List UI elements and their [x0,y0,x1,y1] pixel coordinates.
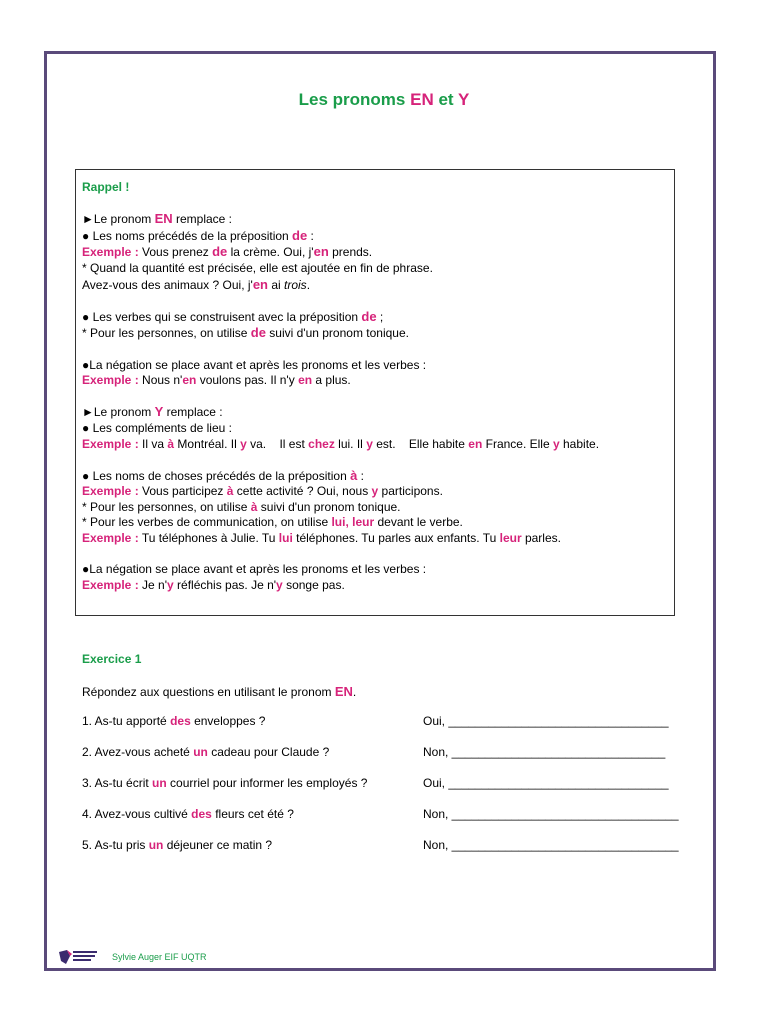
answer-blank[interactable]: Oui, _________________________________ [423,776,669,790]
en-noms: ● Les noms précédés de la préposition de : [82,227,314,243]
page-title: Les pronoms EN et Y [298,90,470,109]
question-row [82,838,722,869]
en-negation: ●La négation se place avant et après les pronoms et les verbes : [82,357,427,372]
y-lieu: ● Les compléments de lieu : [82,420,232,435]
question-text: 1. As-tu apporté des enveloppes ? [82,714,266,728]
y-example-4: Exemple : Je n'y réfléchis pas. Je n'y songe pas. [82,577,345,592]
answer-blank[interactable]: Oui, _________________________________ [423,714,669,728]
answer-blank[interactable]: Non, __________________________________ [423,838,679,852]
exercise-section [82,652,722,869]
y-communication: * Pour les verbes de communication, on utilise lui, leur devant le verbe. [82,515,463,530]
en-verbes: ● Les verbes qui se construisent avec la préposition de ; [82,308,384,324]
y-example-2: Exemple : Vous participez à cette activité ? Oui, nous y participons. [82,484,443,499]
answer-blank[interactable]: Non, ________________________________ [423,745,666,759]
question-text: 5. As-tu pris un déjeuner ce matin ? [82,838,273,852]
question-text: 3. As-tu écrit un courriel pour informer les employés ? [82,776,368,790]
y-personnes: * Pour les personnes, on utilise à suivi d'un pronom tonique. [82,499,401,514]
exercise-title: Exercice 1 [82,652,142,666]
exercise-instruction: Répondez aux questions en utilisant le pronom EN. [82,684,357,699]
footer-author: Sylvie Auger EIF UQTR [112,952,207,962]
en-example-2: Exemple : Nous n'en voulons pas. Il n'y en a plus. [82,373,351,388]
y-intro: ►Le pronom Y remplace : [82,404,223,420]
en-example-1: Exemple : Vous prenez de la crème. Oui, j'en prends. [82,244,373,260]
en-personnes: * Pour les personnes, on utilise de suivi d'un pronom tonique. [82,325,409,341]
school-logo-icon [58,948,98,966]
question-row [82,807,722,838]
en-intro: ►Le pronom EN remplace : [82,211,233,227]
en-quantity-note: * Quand la quantité est précisée, elle est ajoutée en fin de phrase. [82,260,433,275]
question-row [82,714,722,745]
rappel-box [75,169,675,616]
y-example-1: Exemple : Il va à Montréal. Il y va. Il est chez lui. Il y est. Elle habite en France. Elle y habite. [82,436,600,451]
question-row [82,745,722,776]
y-example-3: Exemple : Tu téléphones à Julie. Tu lui téléphones. Tu parles aux enfants. Tu leur parles. [82,531,561,546]
footer [58,948,207,966]
y-negation: ●La négation se place avant et après les pronoms et les verbes : [82,562,427,577]
y-choses: ● Les noms de choses précédés de la préposition à : [82,467,364,483]
answer-blank[interactable]: Non, __________________________________ [423,807,679,821]
question-text: 2. Avez-vous acheté un cadeau pour Claude ? [82,745,330,759]
question-text: 4. Avez-vous cultivé des fleurs cet été ? [82,807,294,821]
en-animaux: Avez-vous des animaux ? Oui, j'en ai trois. [82,276,311,292]
rappel-heading: Rappel ! [82,180,130,194]
question-row [82,776,722,807]
